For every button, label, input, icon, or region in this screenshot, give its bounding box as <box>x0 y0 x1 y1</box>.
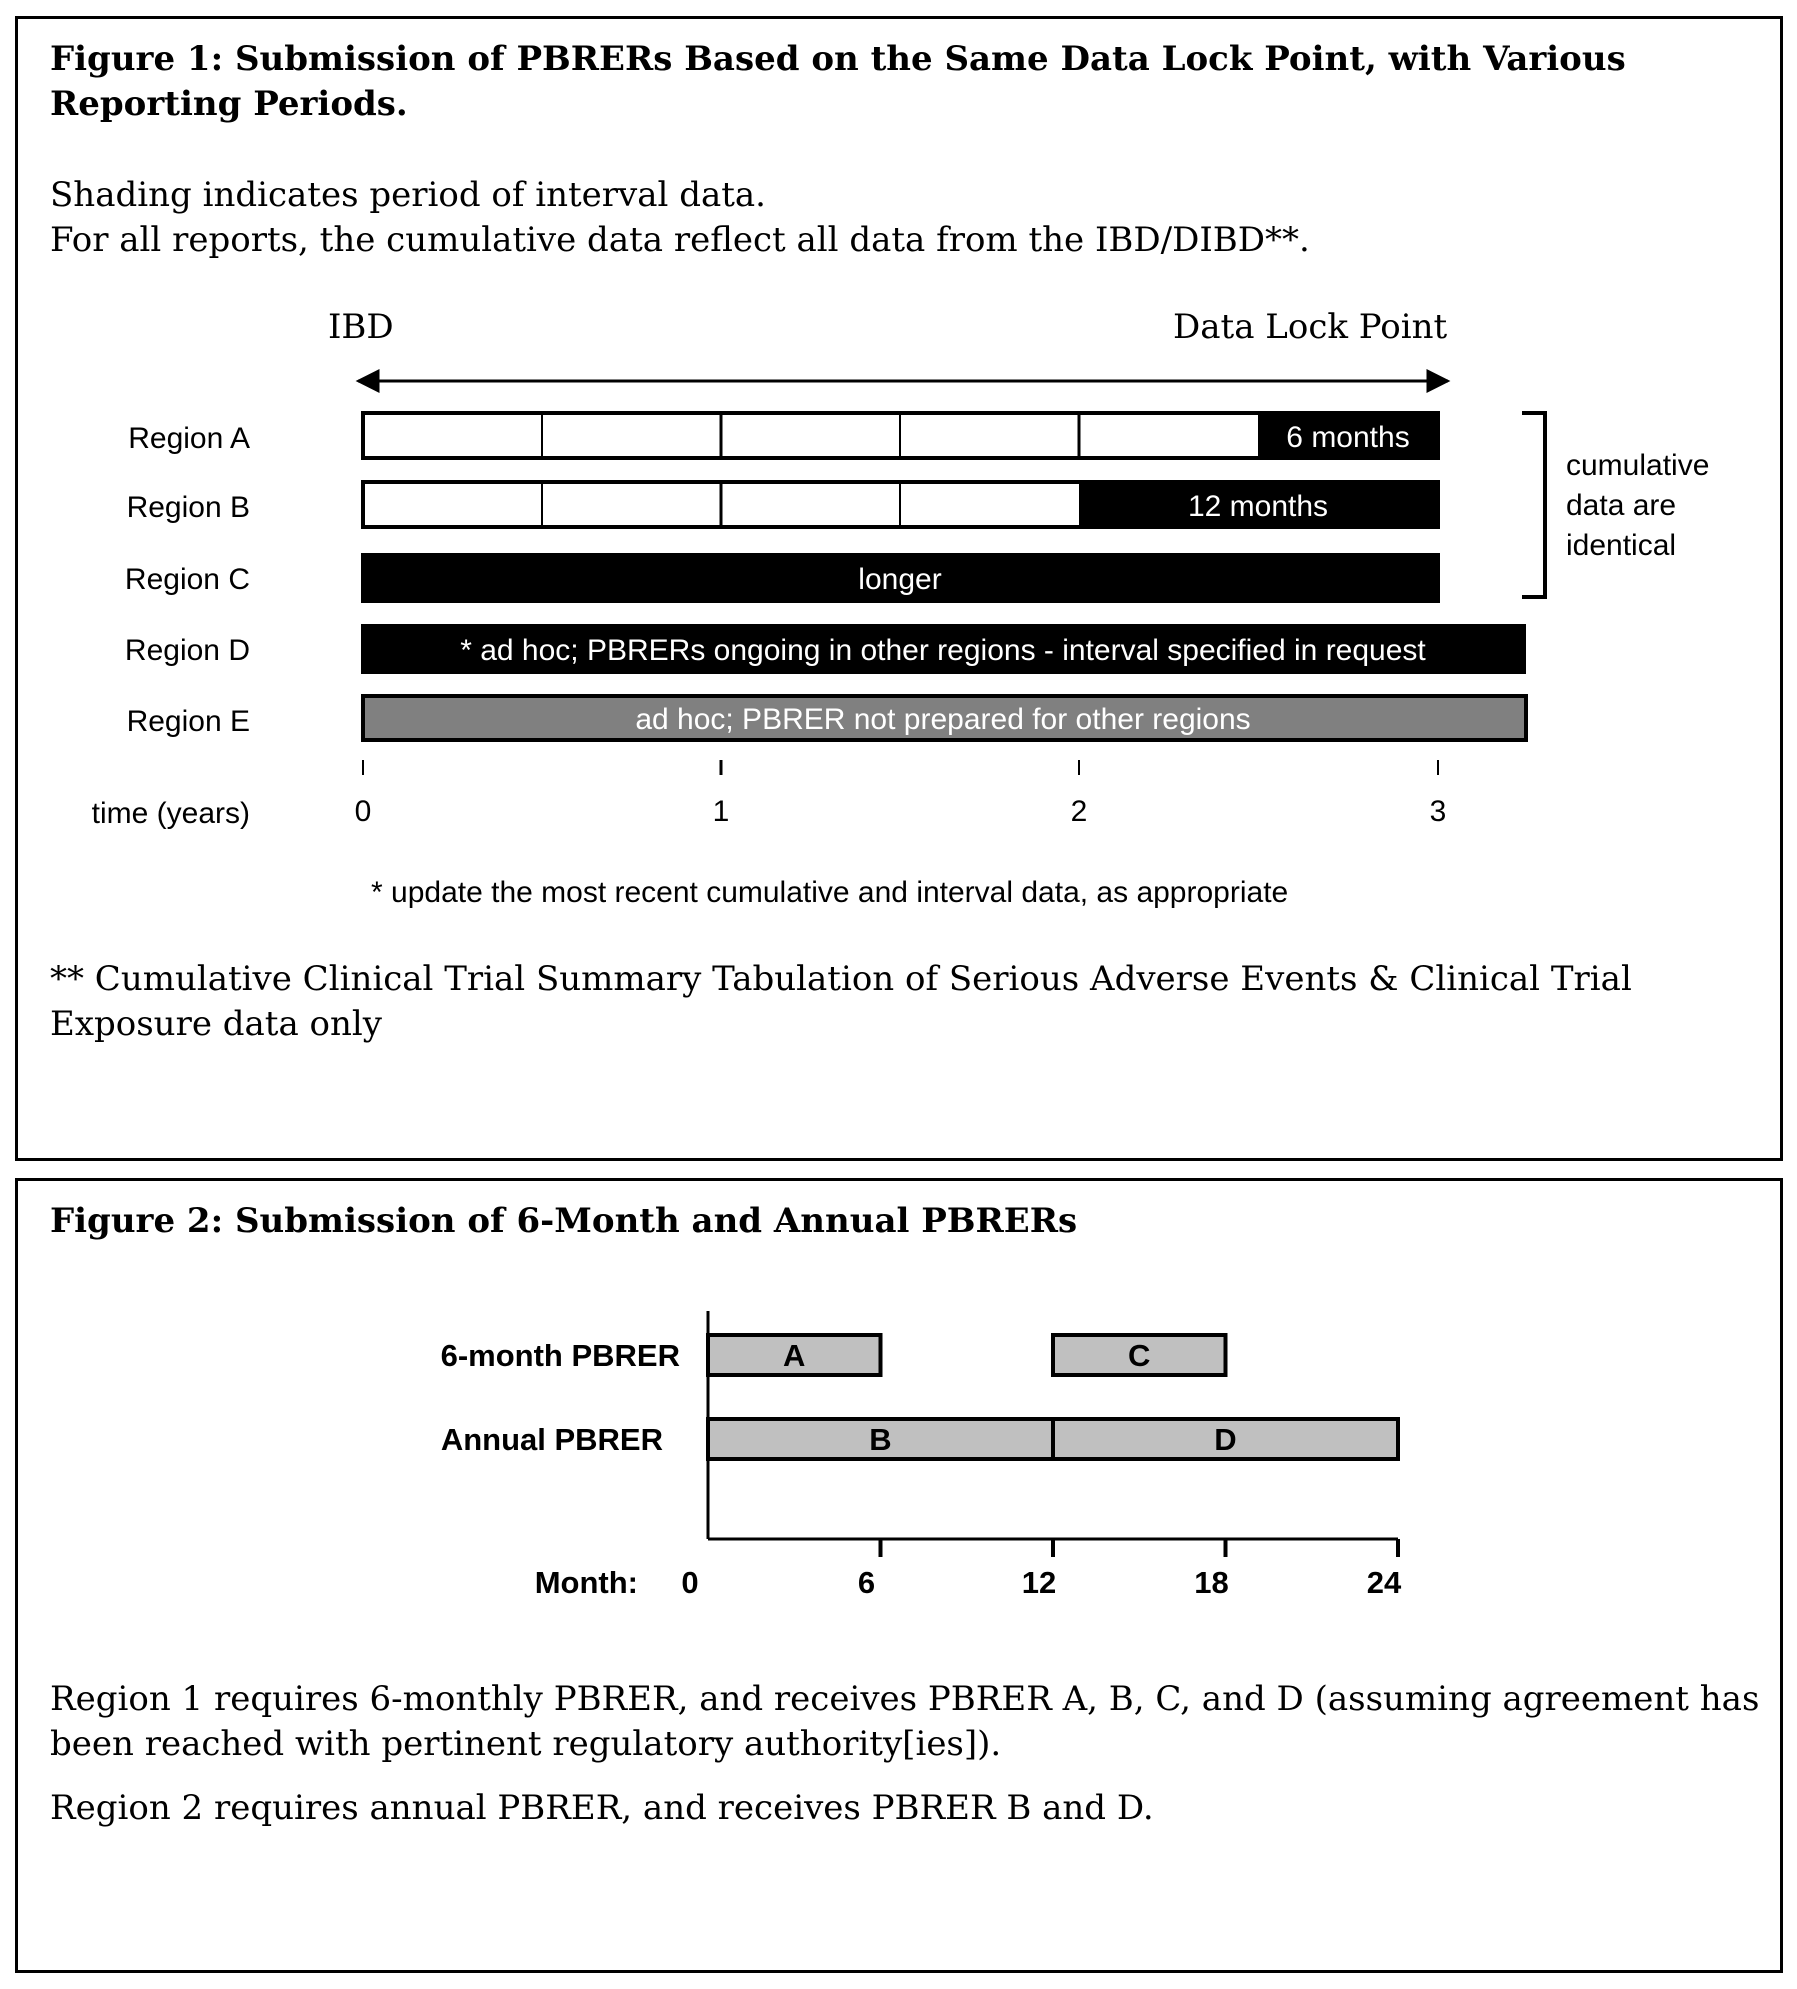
data-lock-point-label: Data Lock Point <box>1173 307 1448 347</box>
x-axis-label: Month: <box>534 1565 638 1600</box>
time-axis-label: time (years) <box>91 797 250 830</box>
axis-tick-label-0: 0 <box>354 795 372 828</box>
figure-2-title: Figure 2: Submission of 6-Month and Annual PBRERs <box>50 1201 1078 1241</box>
figure-1-title: Figure 1: Submission of PBRERs Based on the Same Data Lock Point, with Various Reporting Periods. <box>50 39 1626 124</box>
footnote-cumulative: ** Cumulative Clinical Trial Summary Tabulation of Serious Adverse Events & Clinical Trial Exposure data only <box>50 959 1632 1044</box>
x-tick-label: 18 <box>1194 1565 1229 1600</box>
region-b-bar-text: 12 months <box>1187 490 1329 523</box>
ibd-label: IBD <box>328 307 394 347</box>
figure-2-chart <box>18 1181 1780 1971</box>
x-tick-label: 12 <box>1021 1565 1057 1600</box>
x-tick-label: 0 <box>681 1565 699 1600</box>
cumulative-bracket <box>1522 413 1545 597</box>
figure-1-caption-line2: For all reports, the cumulative data reflect all data from the IBD/DIBD**. <box>50 220 1310 260</box>
pbrer-bar-label-a: A <box>783 1338 806 1373</box>
region-c-bar-text: longer <box>858 563 942 596</box>
region-d-label: Region D <box>124 634 250 667</box>
region-e-label: Region E <box>126 705 250 738</box>
figure-2-panel <box>15 1178 1783 1973</box>
region-d-bar <box>361 624 1526 674</box>
x-tick-label: 6 <box>857 1565 876 1600</box>
row-label: Annual PBRER <box>440 1422 663 1457</box>
region-a-bar <box>363 413 1438 458</box>
axis-tick-label-3: 3 <box>1429 795 1447 828</box>
region-e-bar <box>363 696 1526 740</box>
bracket-label-line1: cumulative <box>1566 449 1710 482</box>
region-e-bar-text: ad hoc; PBRER not prepared for other regions <box>635 703 1251 736</box>
figure-2-text-region2: Region 2 requires annual PBRER, and receives PBRER B and D. <box>50 1788 1154 1828</box>
x-tick-label: 24 <box>1366 1565 1402 1600</box>
row-label: 6-month PBRER <box>440 1338 680 1373</box>
region-b-bar <box>363 482 1438 527</box>
figure-2-text-region1: Region 1 requires 6-monthly PBRER, and receives PBRER A, B, C, and D (assuming agreement has been reached with pertinent regulatory authority[ies]). <box>50 1679 1760 1764</box>
region-c-label: Region C <box>124 563 250 596</box>
region-d-bar-text: * ad hoc; PBRERs ongoing in other regions - interval specified in request <box>460 634 1426 667</box>
axis-tick-label-2: 2 <box>1070 795 1088 828</box>
pbrer-bar-label-c: C <box>1128 1338 1151 1373</box>
pbrer-bar-label-d: D <box>1214 1422 1237 1457</box>
region-a-bar-text: 6 months <box>1286 421 1410 454</box>
region-c-bar <box>361 553 1440 603</box>
figure-1-panel <box>15 16 1783 1161</box>
bracket-label-line3: identical <box>1566 529 1677 562</box>
figure-1-caption-line1: Shading indicates period of interval data. <box>50 175 766 215</box>
footnote-update: * update the most recent cumulative and interval data, as appropriate <box>371 876 1289 909</box>
bracket-label-line2: data are <box>1566 489 1677 522</box>
pbrer-bar-label-b: B <box>869 1422 892 1457</box>
axis-tick-label-1: 1 <box>712 795 730 828</box>
region-a-label: Region A <box>128 422 250 455</box>
region-b-label: Region B <box>126 491 250 524</box>
